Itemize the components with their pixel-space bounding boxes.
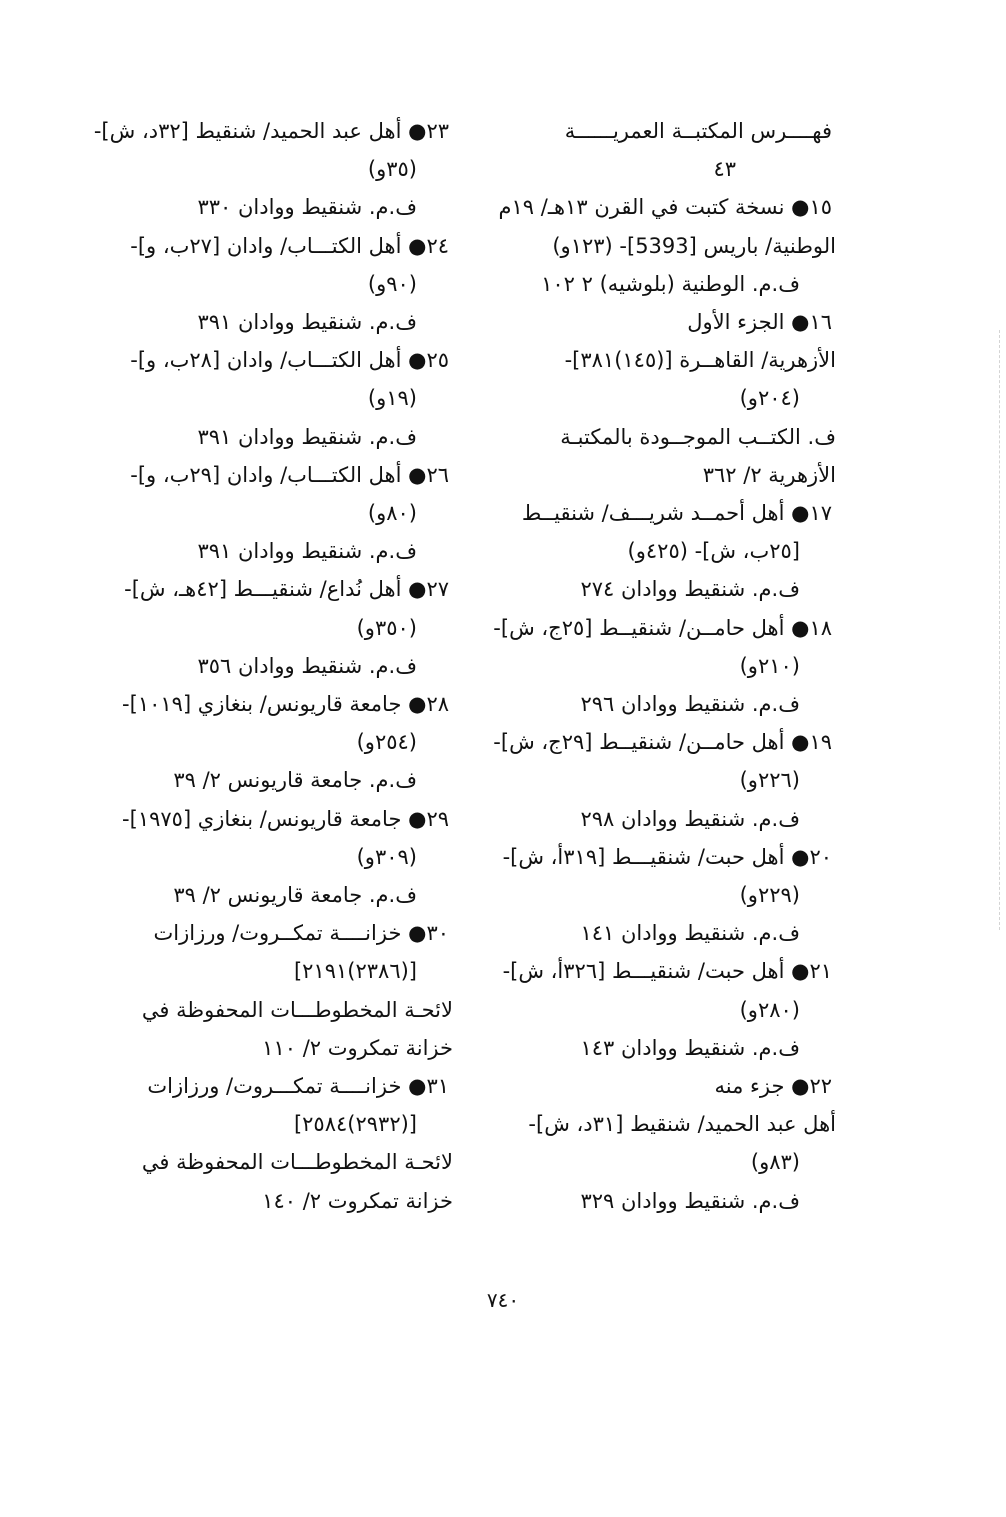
entry-heading-line: ٢٠● أهل حبت/ شنقيـــط [٣١٩أ، ش]-: [502, 844, 832, 869]
entry-text-line: (٢٢٦و): [739, 768, 800, 793]
entry-text-line: (٨٣و): [750, 1150, 800, 1175]
entry-text-line: ٤٣: [713, 157, 736, 182]
entry-heading-line: ١٩● أهل حامــن/ شنقيــط [٢٩ج، ش]-: [493, 730, 832, 755]
entry-heading-line: ٢٨● جامعة قاريونس/ بنغازي [١٠١٩]-: [122, 692, 449, 717]
entry-heading-line: ٢١● أهل حبت/ شنقيـــط [٣٢٦أ، ش]-: [502, 959, 832, 984]
entry-text-line: لائحـة المخطوطـــات المحفوظة في: [141, 997, 453, 1022]
entry-text-line: ف.م. الوطنية (بلوشيه) ٢ ١٠٢: [541, 271, 800, 296]
entry-text-line: الأزهرية/ القاهــرة [(١٤٥)٣٨١]-: [564, 348, 836, 373]
entry-heading-line: ٢٩● جامعة قاريونس/ بنغازي [١٩٧٥]-: [122, 806, 449, 831]
entry-text-line: ف.م. شنقيط ووادان ١٤١: [580, 921, 800, 946]
entry-text-line: ف.م. شنقيط ووادان ٣٥٦: [197, 653, 417, 678]
entry-text-line: (٣٥و): [367, 157, 417, 182]
entry-text-line: [(٢٣٨٦)٢١٩١]: [293, 959, 417, 984]
entry-heading-line: ١٦● الجزء الأول: [687, 310, 832, 335]
page-number: ٧٤٠: [486, 1288, 520, 1312]
entry-text-line: ف.م. شنقيط ووادان ٣٩١: [197, 424, 417, 449]
entry-heading-line: ١٧● أهل أحمــد شريـــف/ شنقيــط: [521, 501, 832, 526]
entry-text-line: خزانة تمكروت ٢/ ١١٠: [262, 1035, 453, 1060]
entry-text-line: ف.م. جامعة قاريونس ٢/ ٣٩: [173, 768, 417, 793]
entry-heading-line: فهــــرس المكتبــة العمريــــــة: [564, 119, 832, 143]
entry-text-line: خزانة تمكروت ٢/ ١٤٠: [262, 1188, 453, 1213]
entry-text-line: أهل عبد الحميد/ شنقيط [٣١د، ش]-: [528, 1112, 836, 1137]
entry-heading-line: ٢٦● أهل الكتـــاب/ وادان [٢٩ب، و]-: [130, 462, 449, 487]
entry-text-line: ف.م. شنقيط ووادان ٢٩٦: [580, 692, 800, 717]
entry-text-line: (٢٠٤و): [739, 386, 800, 411]
entry-text-line: لائحـة المخطوطـــات المحفوظة في: [141, 1150, 453, 1175]
entry-text-line: ف.م. جامعة قاريونس ٢/ ٣٩: [173, 883, 417, 908]
entry-text-line: (١٩و): [367, 386, 417, 411]
entry-heading-line: ٢٥● أهل الكتـــاب/ وادان [٢٨ب، و]-: [130, 348, 449, 373]
entry-heading-line: ٣١● خزانــــة تمكـــروت/ ورزازات: [147, 1074, 449, 1099]
entry-text-line: ف.م. شنقيط ووادان ٢٧٤: [580, 577, 800, 602]
entry-text-line: ف. الكتــب الموجــودة بالمكتبـة: [560, 424, 836, 449]
entry-text-line: ف.م. شنقيط ووادان ٣٢٩: [580, 1188, 800, 1213]
entry-text-line: (٢١٠و): [739, 653, 800, 678]
entry-text-line: ف.م. شنقيط ووادان ٣٣٠: [197, 195, 417, 220]
entry-heading-line: ٢٧● أهل نُداع/ شنقيـــط [٤٢هـ، ش]-: [124, 577, 449, 602]
right-column: [493, 112, 836, 1220]
entry-text-line: ف.م. شنقيط ووادان ١٤٣: [580, 1035, 800, 1060]
entry-heading-line: ٢٢● جزء منه: [714, 1074, 832, 1099]
scan-edge-marks: [997, 330, 1000, 930]
entry-text-line: (٩٠و): [367, 271, 417, 296]
entry-heading-line: ١٥● نسخة كتبت في القرن ١٣هـ/ ١٩م: [498, 195, 832, 220]
entry-text-line: ف.م. شنقيط ووادان ٣٩١: [197, 539, 417, 564]
entry-text-line: (٨٠و): [367, 501, 417, 526]
entry-text-line: (٣٥٠و): [356, 615, 417, 640]
entry-heading-line: ٢٤● أهل الكتـــاب/ وادان [٢٧ب، و]-: [130, 233, 449, 258]
entry-text-line: (٢٢٩و): [739, 883, 800, 908]
entry-text-line: (٣٠٩و): [356, 844, 417, 869]
entry-text-line: (٢٥٤و): [356, 730, 417, 755]
entry-text-line: [(٢٩٣٢)٢٥٨٤]: [293, 1112, 417, 1137]
entry-text-line: (٢٨٠و): [739, 997, 800, 1022]
entry-heading-line: ٣٠● خزانــــة تمكــروت/ ورزازات: [153, 921, 449, 946]
left-column: [93, 112, 453, 1220]
entry-text-line: الأزهرية ٢/ ٣٦٢: [702, 462, 836, 487]
entry-text-line: [٢٥ب، ش]- (٤٢٥و): [627, 539, 800, 564]
entry-text-line: ف.م. شنقيط ووادان ٢٩٨: [580, 806, 800, 831]
entry-text-line: الوطنية/ باريس [5393]- (١٢٣و): [552, 233, 836, 258]
entry-heading-line: ١٨● أهل حامــن/ شنقيــط [٢٥ج، ش]-: [493, 615, 832, 640]
entry-heading-line: ٢٣● أهل عبد الحميد/ شنقيط [٣٢د، ش]-: [93, 119, 449, 143]
entry-text-line: ف.م. شنقيط ووادان ٣٩١: [197, 310, 417, 335]
